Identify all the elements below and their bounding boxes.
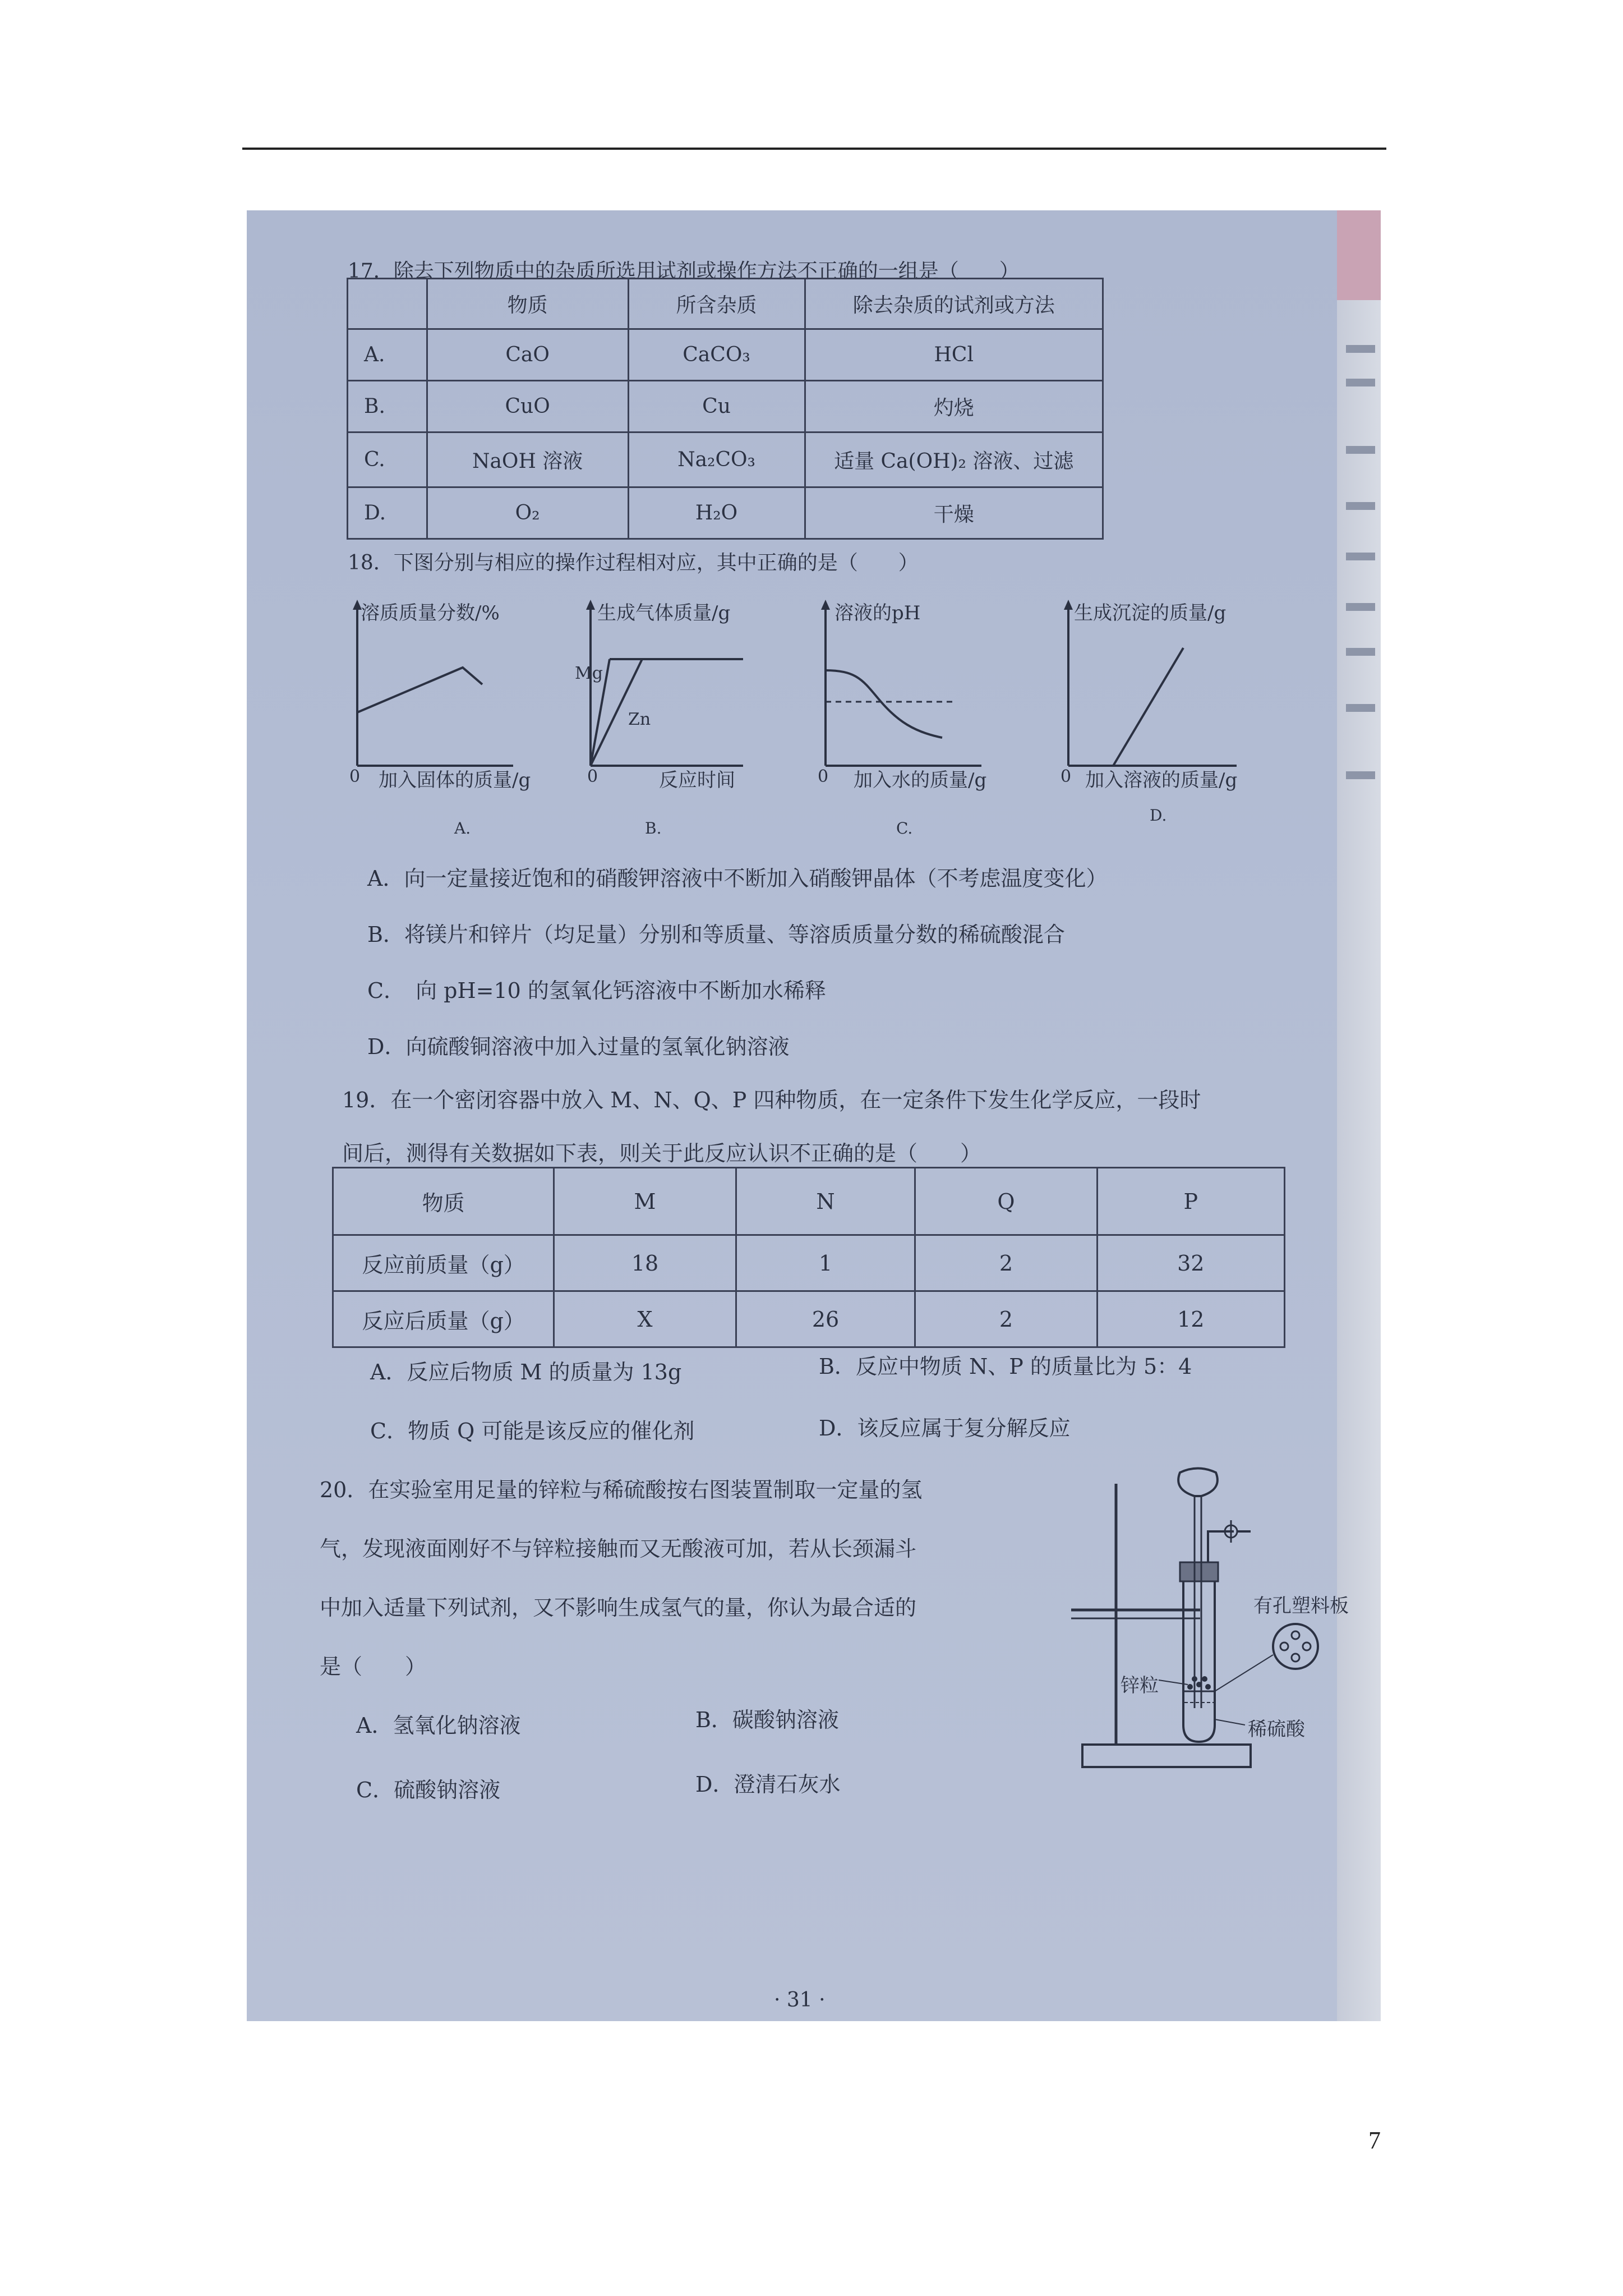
table-row bbox=[333, 1291, 1285, 1347]
table-cell: CaCO₃ bbox=[628, 329, 805, 381]
q17-stem: 17．除去下列物质中的杂质所选用试剂或操作方法不正确的一组是（ ） bbox=[348, 260, 1020, 283]
table-header: M bbox=[554, 1168, 736, 1235]
label-perforated-plate: 有孔塑料板 bbox=[1253, 1595, 1349, 1617]
table-cell: A. bbox=[348, 329, 427, 381]
table-cell: H₂O bbox=[628, 487, 805, 539]
q20-line-4: 是（ ） bbox=[320, 1654, 427, 1679]
q20-option-a: A．氢氧化钠溶液 bbox=[356, 1713, 521, 1738]
page-number: 7 bbox=[1368, 2127, 1381, 2154]
table-header: 物质 bbox=[427, 279, 628, 329]
table-cell: C. bbox=[348, 432, 427, 487]
q19-option-d: D．该反应属于复分解反应 bbox=[819, 1416, 1071, 1441]
table-header: 所含杂质 bbox=[628, 279, 805, 329]
q18-option-a: A．向一定量接近饱和的硝酸钾溶液中不断加入硝酸钾晶体（不考虑温度变化） bbox=[367, 866, 1108, 891]
table-header: 物质 bbox=[333, 1168, 554, 1235]
chart-origin: 0 bbox=[587, 767, 598, 786]
table-cell: 反应后质量（g） bbox=[333, 1291, 554, 1347]
table-cell: HCl bbox=[805, 329, 1103, 381]
q19-stem-line2: 间后，测得有关数据如下表，则关于此反应认识不正确的是（ ） bbox=[342, 1141, 982, 1166]
table-cell: 2 bbox=[915, 1235, 1097, 1291]
q19-option-c: C．物质 Q 可能是该反应的催化剂 bbox=[370, 1419, 695, 1443]
chart-line bbox=[1113, 648, 1183, 766]
table-cell: 灼烧 bbox=[805, 381, 1103, 432]
table-cell: 适量 Ca(OH)₂ 溶液、过滤 bbox=[805, 432, 1103, 487]
table-cell: 干燥 bbox=[805, 487, 1103, 539]
photo-page-number: · 31 · bbox=[774, 1989, 826, 2012]
table-row bbox=[333, 1235, 1285, 1291]
q19-option-a: A．反应后物质 M 的质量为 13g bbox=[370, 1360, 682, 1384]
q18-chart-a bbox=[345, 597, 558, 792]
label-zinc: 锌粒 bbox=[1121, 1674, 1159, 1697]
table-cell: O₂ bbox=[427, 487, 628, 539]
q20-line-3: 中加入适量下列试剂，又不影响生成氢气的量，你认为最合适的 bbox=[320, 1595, 917, 1620]
table-row bbox=[348, 279, 1103, 329]
q20-option-c: C．硫酸钠溶液 bbox=[356, 1778, 501, 1802]
chart-xlabel: 反应时间 bbox=[659, 769, 735, 792]
chart-ylabel: 溶质质量分数/% bbox=[361, 602, 500, 624]
q18-caption-b: B. bbox=[645, 819, 662, 838]
table-row bbox=[348, 329, 1103, 381]
chart-xlabel: 加入溶液的质量/g bbox=[1085, 769, 1238, 792]
chart-series-label: Mg bbox=[575, 664, 603, 683]
table-row bbox=[348, 487, 1103, 539]
table-cell: CuO bbox=[427, 381, 628, 432]
table-cell: CaO bbox=[427, 329, 628, 381]
q17-table bbox=[347, 278, 1104, 540]
table-cell: 1 bbox=[736, 1235, 915, 1291]
chart-line bbox=[357, 668, 482, 712]
q18-chart-d bbox=[1052, 597, 1265, 792]
chart-ylabel: 溶液的pH bbox=[834, 602, 921, 624]
table-header: Q bbox=[915, 1168, 1097, 1235]
q18-caption-d: D. bbox=[1150, 806, 1167, 825]
q19-stem-line1: 19．在一个密闭容器中放入 M、N、Q、P 四种物质，在一定条件下发生化学反应，一段时 bbox=[342, 1088, 1201, 1112]
q18-chart-c bbox=[813, 597, 1026, 792]
q18-chart-b bbox=[575, 597, 777, 792]
q18-option-d: D．向硫酸铜溶液中加入过量的氢氧化钠溶液 bbox=[367, 1034, 790, 1059]
q18-caption-a: A. bbox=[454, 819, 471, 838]
table-cell: Na₂CO₃ bbox=[628, 432, 805, 487]
q20-option-b: B．碳酸钠溶液 bbox=[695, 1708, 839, 1732]
q20-line-1: 20．在实验室用足量的锌粒与稀硫酸按右图装置制取一定量的氢 bbox=[320, 1478, 923, 1502]
table-cell: Cu bbox=[628, 381, 805, 432]
chart-xlabel: 加入水的质量/g bbox=[854, 769, 987, 792]
q18-option-b: B．将镁片和锌片（均足量）分别和等质量、等溶质质量分数的稀硫酸混合 bbox=[367, 922, 1065, 947]
chart-origin: 0 bbox=[818, 767, 829, 786]
chart-origin: 0 bbox=[1061, 767, 1072, 786]
table-row bbox=[348, 381, 1103, 432]
table-cell: X bbox=[554, 1291, 736, 1347]
chart-xlabel: 加入固体的质量/g bbox=[379, 769, 531, 792]
chart-origin: 0 bbox=[349, 767, 361, 786]
hydrogen-apparatus-diagram bbox=[1060, 1461, 1352, 1775]
chart-line bbox=[826, 670, 942, 738]
table-cell: NaOH 溶液 bbox=[427, 432, 628, 487]
chart-ylabel: 生成沉淀的质量/g bbox=[1074, 602, 1227, 624]
table-row bbox=[333, 1168, 1285, 1235]
table-cell: D. bbox=[348, 487, 427, 539]
scanned-photo bbox=[247, 210, 1381, 2021]
q20-option-d: D．澄清石灰水 bbox=[695, 1772, 841, 1797]
q19-table bbox=[332, 1167, 1285, 1348]
q20-line-2: 气，发现液面刚好不与锌粒接触而又无酸液可加，若从长颈漏斗 bbox=[320, 1536, 917, 1561]
q19-option-b: B．反应中物质 N、P 的质量比为 5：4 bbox=[819, 1354, 1192, 1379]
table-cell: 32 bbox=[1097, 1235, 1284, 1291]
table-cell: 26 bbox=[736, 1291, 915, 1347]
q18-stem: 18．下图分别与相应的操作过程相对应，其中正确的是（ ） bbox=[348, 551, 919, 574]
table-cell: 18 bbox=[554, 1235, 736, 1291]
label-dilute-acid: 稀硫酸 bbox=[1248, 1718, 1305, 1741]
table-cell: 反应前质量（g） bbox=[333, 1235, 554, 1291]
table-cell: 2 bbox=[915, 1291, 1097, 1347]
header-rule bbox=[242, 148, 1386, 150]
q18-option-c: C． 向 pH=10 的氢氧化钙溶液中不断加水稀释 bbox=[367, 978, 826, 1003]
table-header: P bbox=[1097, 1168, 1284, 1235]
table-cell: 12 bbox=[1097, 1291, 1284, 1347]
chart-ylabel: 生成气体质量/g bbox=[597, 602, 731, 624]
table-row bbox=[348, 432, 1103, 487]
chart-series-label: Zn bbox=[628, 710, 651, 729]
q18-caption-c: C. bbox=[896, 819, 913, 838]
table-header bbox=[348, 279, 427, 329]
table-header: N bbox=[736, 1168, 915, 1235]
table-header: 除去杂质的试剂或方法 bbox=[805, 279, 1103, 329]
table-cell: B. bbox=[348, 381, 427, 432]
